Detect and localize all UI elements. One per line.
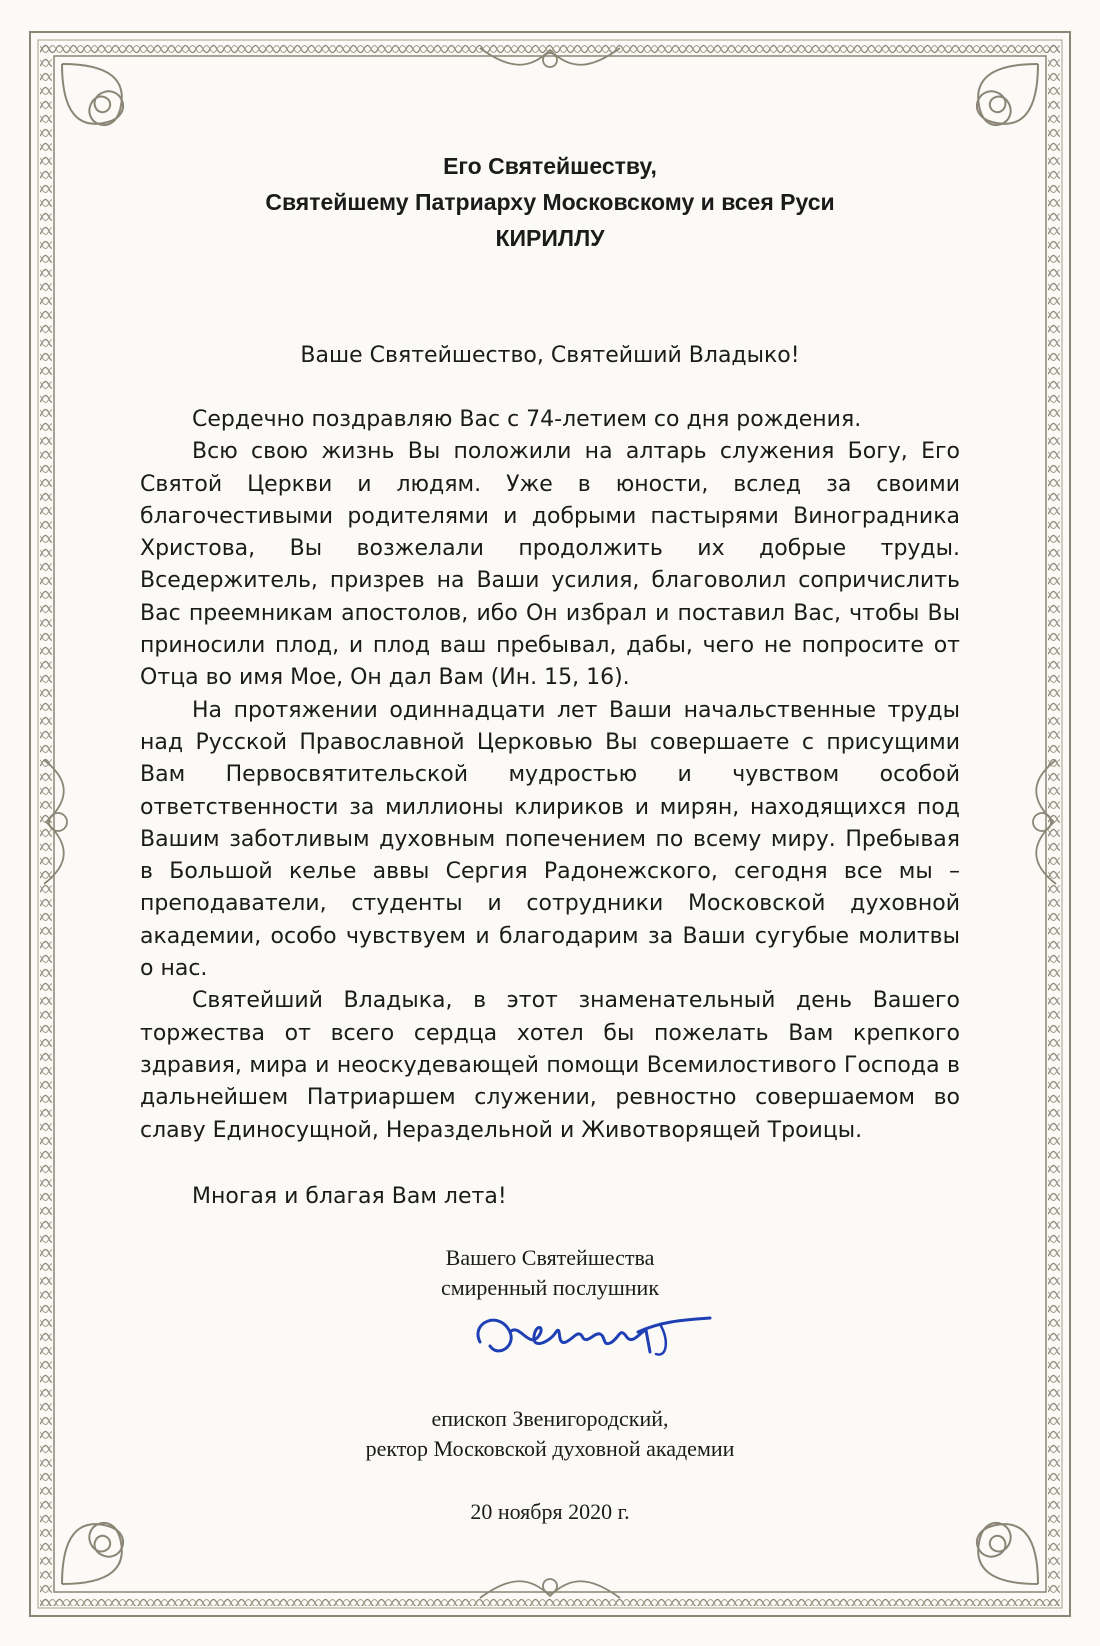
closing-wish: Многая и благая Вам лета!	[192, 1183, 507, 1209]
addressee-line-2: Святейшему Патриарху Московскому и всея Руси	[265, 189, 835, 215]
sender-position-line-1: епископ Звенигородский,	[431, 1406, 669, 1431]
paragraph-4: Святейший Владыка, в этот знаменательный день Вашего торжества от всего сердца хотел бы пожелать Вам крепкого здравия, мира и неоскудевающей помощи Всемилостивого Господа в дальнейшем Патриаршем служении, ревностно совершаемом во славу Единосущной, Нераздельной и Животворящей Троицы.	[140, 988, 960, 1143]
letter-date: 20 ноября 2020 г.	[470, 1499, 630, 1524]
paragraph-2: Всю свою жизнь Вы положили на алтарь служения Богу, Его Святой Церкви и людям. Уже в юности, вслед за своими благочестивыми родителями и добрыми пастырями Виноградника Христова, Вы возжелали продолжить их добрые труды. Вседержитель, призрев на Ваши усилия, благоволил сопричислить Вас преемникам апостолов, ибо Он избрал и поставил Вас, чтобы Вы приносили плод, и плод ваш пребывал, дабы, чего не попросите от Отца во имя Мое, Он дал Вам (Ин. 15, 16).	[140, 439, 960, 691]
sender-position-line-2: ректор Московской духовной академии	[365, 1436, 735, 1461]
paragraph-3: На протяжении одиннадцати лет Ваши начальственные труды над Русской Православной Церковью Вы совершаете с присущими Вам Первосвятительской мудростью и чувством особой ответственности за миллионы клириков и мирян, находящихся под Вашим заботливым духовным попечением по всему миру. Пребывая в Большой келье аввы Сергия Радонежского, сегодня все мы – преподаватели, студенты и сотрудники Московской духовной академии, особо чувствуем и благодарим за Ваши сугубые молитвы о нас.	[140, 697, 960, 982]
sender-position-block	[140, 1404, 960, 1464]
salutation: Ваше Святейшество, Святейший Владыко!	[300, 343, 800, 368]
sender-title-block	[140, 1243, 960, 1303]
paragraph-1: Сердечно поздравляю Вас с 74-летием со дня рождения.	[192, 407, 862, 432]
handwritten-signature	[470, 1302, 720, 1372]
letter-paragraphs	[140, 404, 960, 1147]
sender-title-line-1: Вашего Святейшества	[445, 1245, 655, 1270]
addressee-line-3: КИРИЛЛУ	[495, 225, 605, 251]
addressee-line-1: Его Святейшеству,	[443, 153, 657, 179]
sender-title-line-2: смиренный послушник	[440, 1275, 660, 1300]
letter-body	[140, 148, 960, 1213]
addressee-block	[140, 148, 960, 256]
